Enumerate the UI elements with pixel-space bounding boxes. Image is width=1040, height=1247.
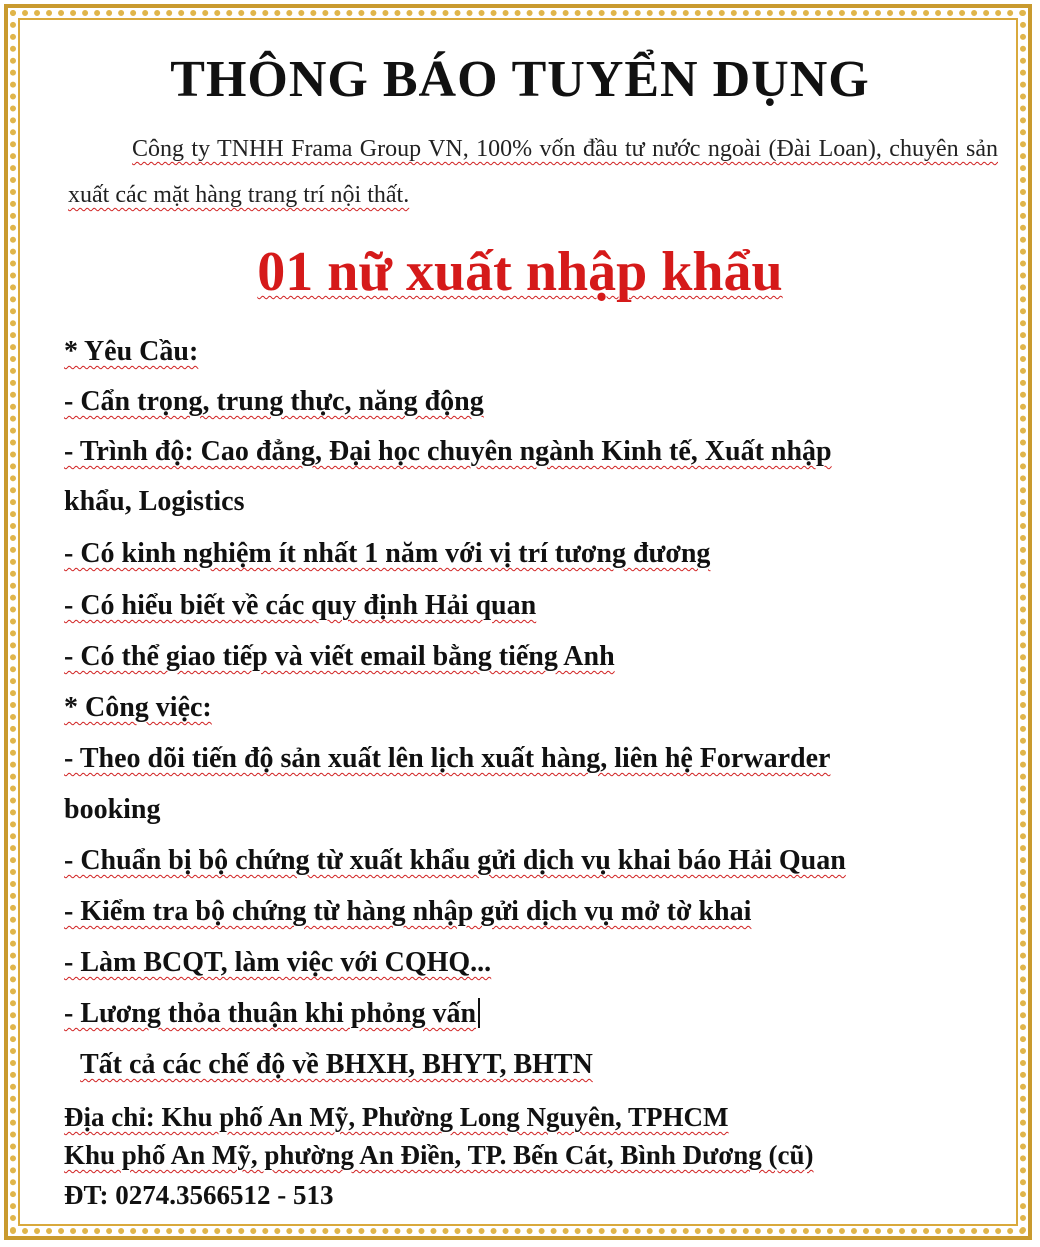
duty-item: - Chuẩn bị bộ chứng từ xuất khẩu gửi dịch vụ khai báo Hải Quan [64,845,846,876]
contact-address-1: Địa chỉ: Khu phố An Mỹ, Phường Long Nguyên, TPHCM [64,1102,729,1132]
duty-item: Tất cả các chế độ về BHXH, BHYT, BHTN [80,1049,593,1080]
requirement-item: - Trình độ: Cao đẳng, Đại học chuyên ngành Kinh tế, Xuất nhập [64,436,832,467]
requirement-item: khẩu, Logistics [64,486,245,517]
duty-item [64,998,994,1030]
requirements-heading: * Yêu Cầu: [64,336,199,367]
company-intro: Công ty TNHH Frama Group VN, 100% vốn đầu tư nước ngoài (Đài Loan), chuyên sản xuất các mặt hàng trang trí nội thất. [68,136,998,208]
requirement-item: - Có hiểu biết về các quy định Hải quan [64,590,537,621]
duty-item: booking [64,794,161,825]
requirement-item: - Có kinh nghiệm ít nhất 1 năm với vị trí tương đương [64,538,711,569]
text-cursor [478,998,480,1028]
contact-address-2: Khu phố An Mỹ, phường An Điền, TP. Bến Cát, Bình Dương (cũ) [64,1140,814,1170]
requirement-item: - Cẩn trọng, trung thực, năng động [64,386,484,417]
page-title: THÔNG BÁO TUYỂN DỤNG [170,51,870,108]
requirement-item: - Có thể giao tiếp và viết email bằng tiếng Anh [64,641,615,672]
duty-item: - Kiểm tra bộ chứng từ hàng nhập gửi dịch vụ mở tờ khai [64,896,752,927]
duty-item: - Làm BCQT, làm việc với CQHQ... [64,947,492,978]
job-position-headline: 01 nữ xuất nhập khẩu [257,241,783,303]
salary-text: - Lương thỏa thuận khi phỏng vấn [64,998,477,1029]
duty-item: - Theo dõi tiến độ sản xuất lên lịch xuất hàng, liên hệ Forwarder [64,743,831,774]
contact-phone: ĐT: 0274.3566512 - 513 [64,1180,334,1210]
duties-heading: * Công việc: [64,692,212,723]
